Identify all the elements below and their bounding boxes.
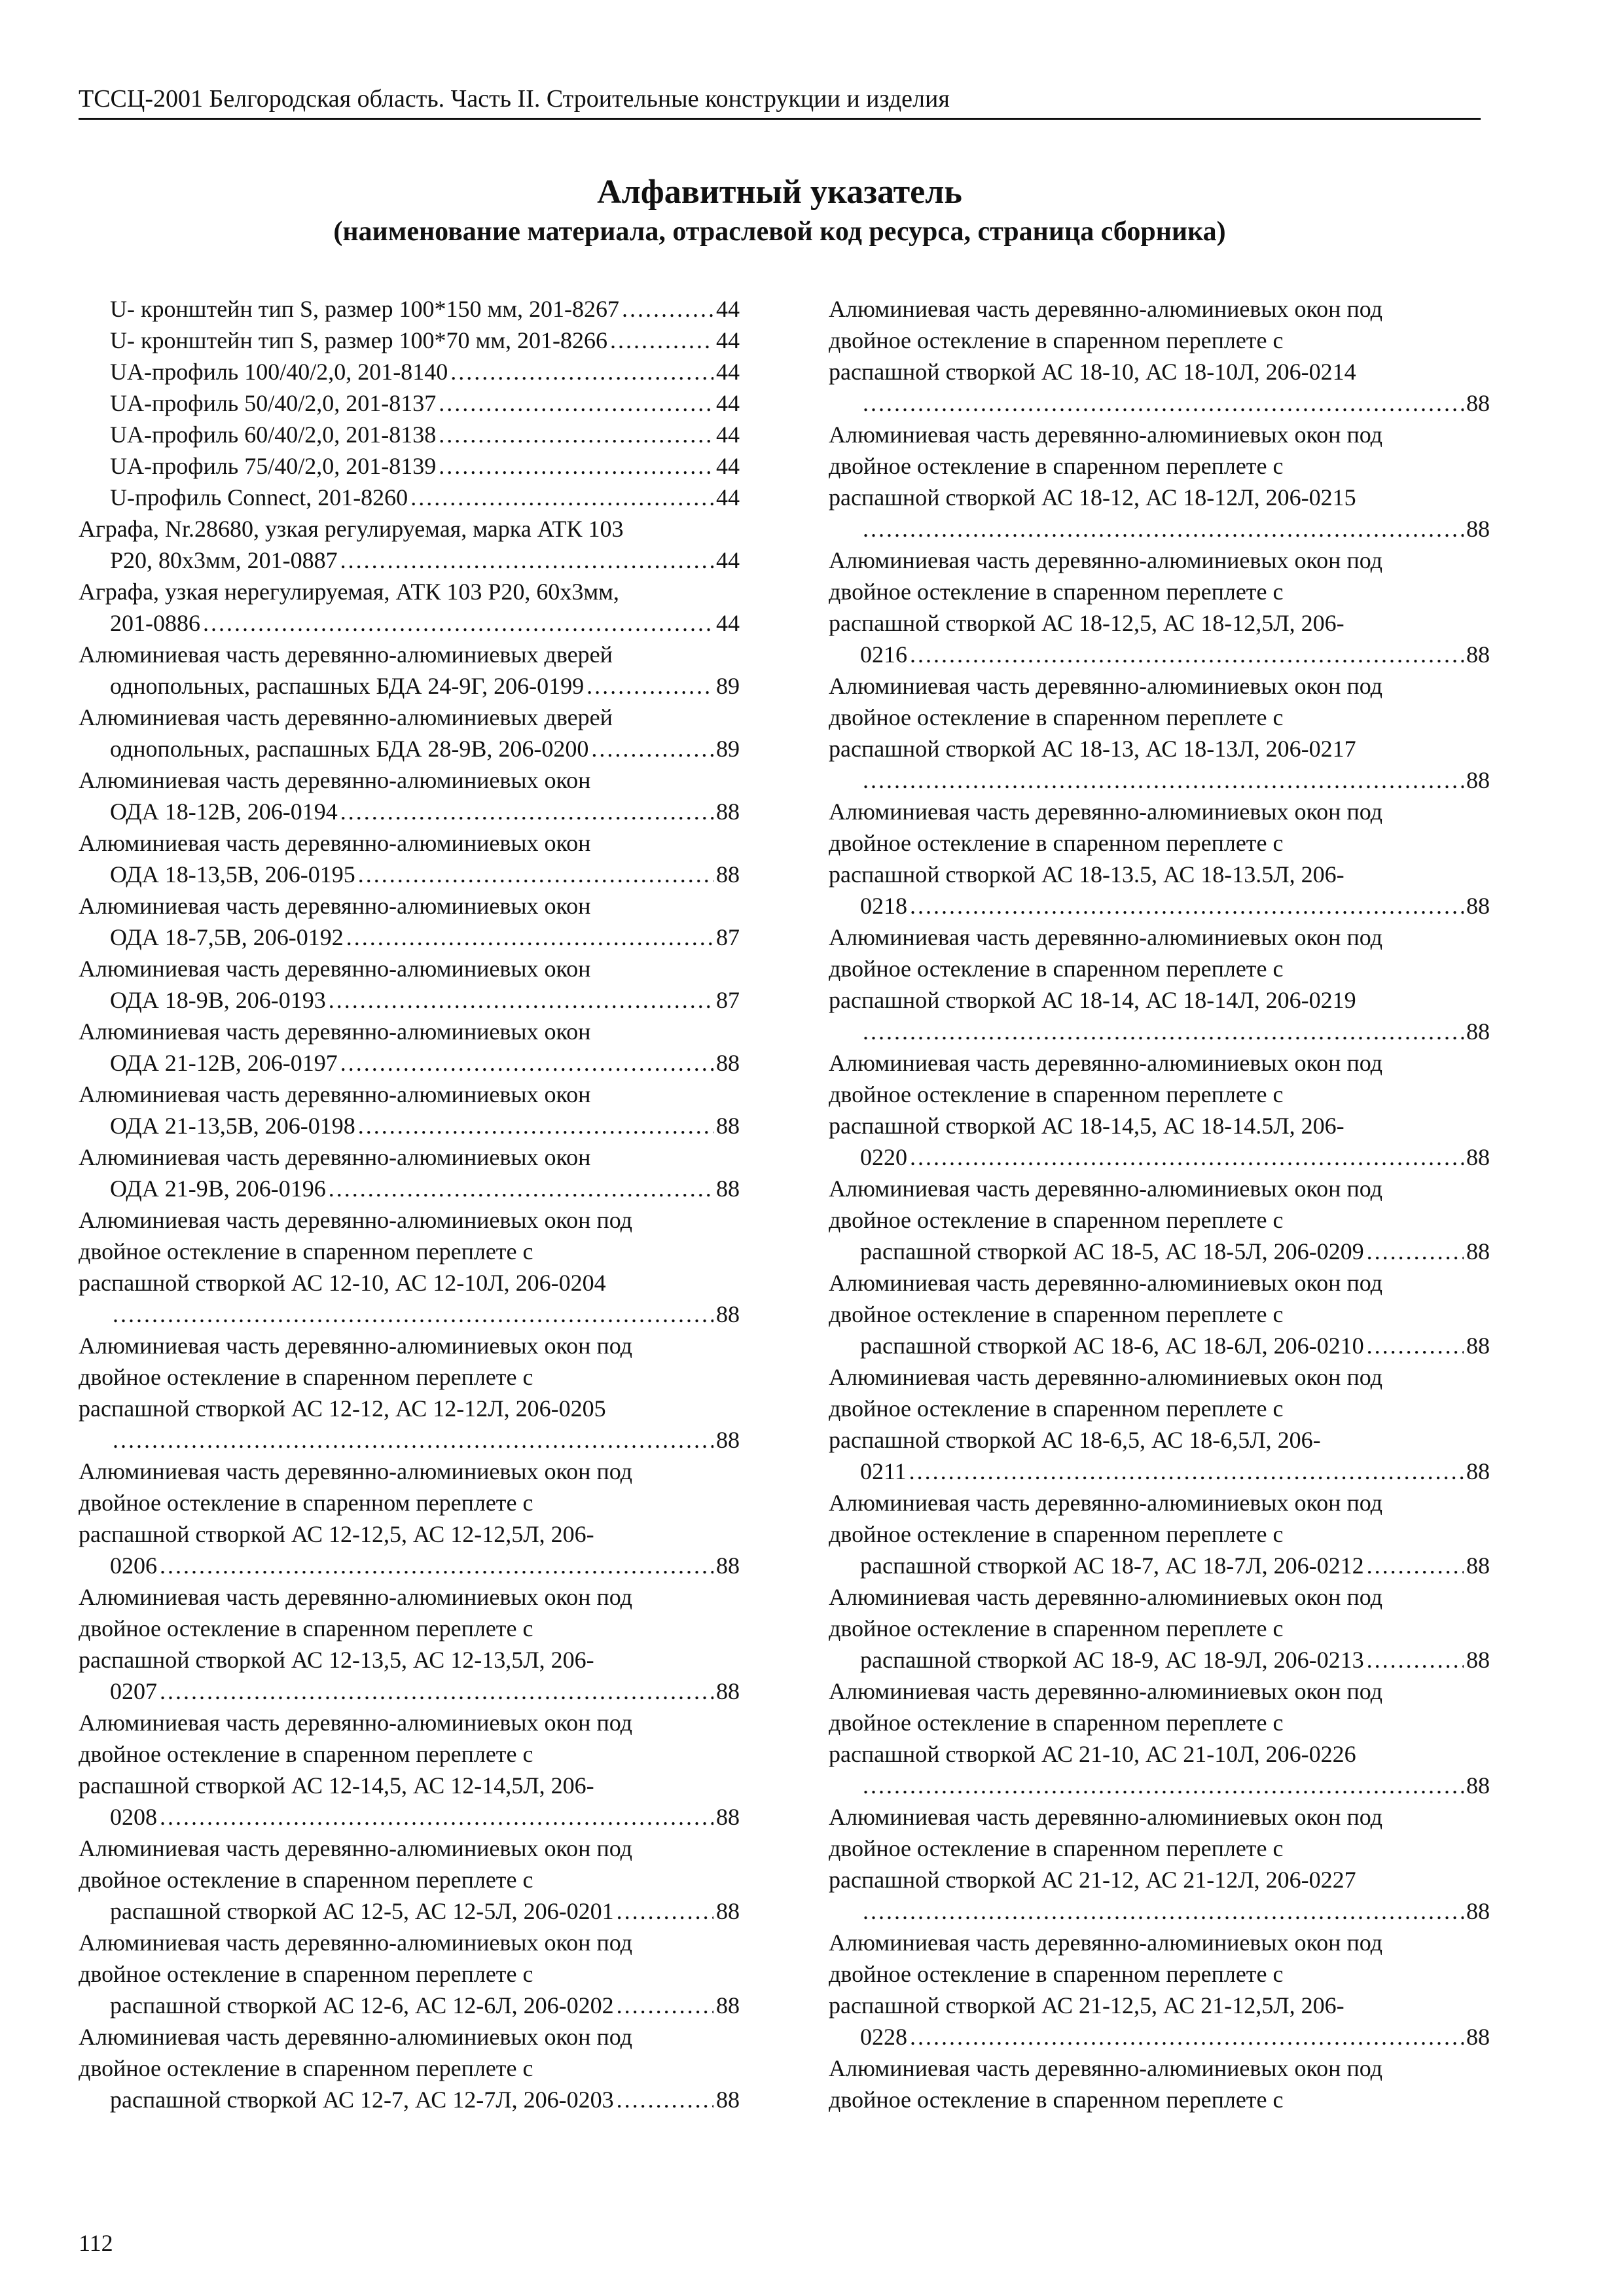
entry-line: распашной створкой АС 18-14, АС 18-14Л, 206-0219	[829, 987, 1356, 1013]
index-entry	[829, 1676, 1490, 1801]
entry-page-number: 44	[716, 359, 740, 385]
index-entry	[829, 1581, 1490, 1676]
entry-page-number: 44	[716, 484, 740, 511]
entry-page-number: 44	[716, 547, 740, 573]
entry-line: Алюминиевая часть деревянно-алюминиевых окон	[79, 893, 591, 919]
entry-line: распашной створкой АС 21-12,5, АС 21-12,5Л, 206-	[829, 1992, 1344, 2018]
entry-page-number: 88	[1466, 516, 1490, 542]
entry-line: Алюминиевая часть деревянно-алюминиевых окон под	[829, 1584, 1382, 1610]
entry-page-number: 88	[716, 1427, 740, 1453]
dot-leader	[622, 293, 713, 325]
entry-line: Алюминиевая часть деревянно-алюминиевых окон под	[829, 296, 1382, 322]
entry-page-number: 88	[1466, 767, 1490, 793]
entry-page-number: 88	[716, 1113, 740, 1139]
entry-line-with-page	[110, 733, 740, 764]
entry-line-with-page	[110, 1801, 740, 1833]
entry-line: двойное остекление в спаренном переплете с	[829, 453, 1284, 479]
entry-line: Аграфа, узкая нерегулируемая, АТК 103 Р20, 60х3мм,	[79, 579, 619, 605]
dot-leader	[863, 513, 1464, 545]
entry-page-number: 88	[716, 798, 740, 825]
dot-leader	[340, 1047, 713, 1079]
index-entry	[79, 356, 740, 387]
entry-line-with-page	[860, 1895, 1490, 1927]
dot-leader	[160, 1801, 713, 1833]
entry-line: двойное остекление в спаренном переплете с	[829, 956, 1284, 982]
index-entry	[79, 1456, 740, 1581]
entry-line-with-page	[860, 764, 1490, 796]
entry-line-with-page	[860, 1550, 1490, 1581]
entry-text: 0218	[860, 893, 907, 919]
entry-page-number: 88	[716, 1678, 740, 1704]
entry-page-number: 88	[1466, 1144, 1490, 1170]
entry-line: Алюминиевая часть деревянно-алюминиевых окон под	[829, 547, 1382, 573]
entry-text: 201-0886	[110, 610, 200, 636]
index-entry	[829, 670, 1490, 796]
entry-line: распашной створкой АС 18-6,5, АС 18-6,5Л, 206-	[829, 1427, 1321, 1453]
entry-line-with-page	[110, 1895, 740, 1927]
index-entry	[79, 482, 740, 513]
index-entry	[829, 1361, 1490, 1487]
entry-line: Алюминиевая часть деревянно-алюминиевых окон под	[829, 798, 1382, 825]
running-header: ТССЦ-2001 Белгородская область. Часть II. Строительные конструкции и изделия	[79, 84, 1481, 120]
entry-text: однопольных, распашных БДА 28-9В, 206-0200	[110, 736, 589, 762]
entry-line-with-page	[860, 1644, 1490, 1676]
entry-line: Алюминиевая часть деревянно-алюминиевых окон под	[829, 1175, 1382, 1202]
index-entry	[79, 293, 740, 325]
dot-leader	[439, 419, 713, 450]
entry-line: двойное остекление в спаренном переплете с	[79, 1741, 533, 1767]
entry-text: UA-профиль 100/40/2,0, 201-8140	[110, 359, 448, 385]
entry-page-number: 88	[1466, 390, 1490, 416]
entry-line: двойное остекление в спаренном переплете с	[829, 830, 1284, 856]
entry-page-number: 87	[716, 924, 740, 950]
entry-line: Аграфа, Nr.28680, узкая регулируемая, марка АТК 103	[79, 516, 624, 542]
entry-line: Алюминиевая часть деревянно-алюминиевых окон под	[829, 1270, 1382, 1296]
entry-line-with-page	[860, 1770, 1490, 1801]
dot-leader	[410, 482, 713, 513]
index-entry	[79, 890, 740, 953]
dot-leader	[346, 922, 713, 953]
entry-text: 0208	[110, 1804, 157, 1830]
index-entry	[79, 387, 740, 419]
entry-line: Алюминиевая часть деревянно-алюминиевых окон	[79, 830, 591, 856]
entry-line-with-page	[110, 1047, 740, 1079]
dot-leader	[591, 733, 713, 764]
dot-leader	[439, 387, 713, 419]
page-number: 112	[79, 2230, 113, 2256]
entry-page-number: 88	[716, 1301, 740, 1327]
entry-page-number: 44	[716, 296, 740, 322]
index-entry	[829, 2053, 1490, 2115]
entry-page-number: 88	[1466, 893, 1490, 919]
dot-leader	[1367, 1550, 1464, 1581]
entry-line-with-page	[110, 1550, 740, 1581]
dot-leader	[358, 1110, 713, 1141]
index-entry	[79, 764, 740, 827]
entry-line-with-page	[860, 1330, 1490, 1361]
entry-line-with-page	[110, 387, 740, 419]
entry-line-with-page	[860, 1236, 1490, 1267]
entry-text: UA-профиль 75/40/2,0, 201-8139	[110, 453, 437, 479]
entry-line: двойное остекление в спаренном переплете с	[829, 1301, 1284, 1327]
entry-line: Алюминиевая часть деревянно-алюминиевых дверей	[79, 641, 613, 668]
entry-page-number: 88	[1466, 1333, 1490, 1359]
dot-leader	[1367, 1644, 1464, 1676]
index-entry	[79, 1833, 740, 1927]
entry-page-number: 89	[716, 673, 740, 699]
dot-leader	[863, 1895, 1464, 1927]
entry-line: Алюминиевая часть деревянно-алюминиевых окон под	[829, 422, 1382, 448]
entry-text: 0207	[110, 1678, 157, 1704]
entry-line: распашной створкой АС 18-13.5, АС 18-13.5Л, 206-	[829, 861, 1344, 888]
entry-line: двойное остекление в спаренном переплете с	[829, 579, 1284, 605]
entry-line: распашной створкой АС 21-12, АС 21-12Л, 206-0227	[829, 1867, 1356, 1893]
dot-leader	[586, 670, 713, 702]
entry-line: распашной створкой АС 12-14,5, АС 12-14,5Л, 206-	[79, 1772, 594, 1799]
entry-line: Алюминиевая часть деревянно-алюминиевых окон	[79, 1018, 591, 1045]
entry-line-with-page	[110, 1299, 740, 1330]
index-column-right	[829, 293, 1490, 2115]
entry-line-with-page	[110, 293, 740, 325]
entry-line: двойное остекление в спаренном переплете с	[829, 1835, 1284, 1861]
dot-leader	[340, 545, 713, 576]
entry-line: Алюминиевая часть деревянно-алюминиевых окон	[79, 767, 591, 793]
entry-line-with-page	[110, 545, 740, 576]
entry-line: Алюминиевая часть деревянно-алюминиевых окон под	[829, 2055, 1382, 2081]
index-entry	[79, 702, 740, 764]
entry-page-number: 88	[1466, 1772, 1490, 1799]
entry-line: Алюминиевая часть деревянно-алюминиевых окон	[79, 956, 591, 982]
index-entry	[829, 1267, 1490, 1361]
entry-line: двойное остекление в спаренном переплете с	[79, 1490, 533, 1516]
entry-line: Алюминиевая часть деревянно-алюминиевых окон под	[79, 1458, 632, 1484]
entry-text: распашной створкой АС 12-5, АС 12-5Л, 206-0201	[110, 1898, 614, 1924]
index-entry	[79, 953, 740, 1016]
dot-leader	[617, 2084, 713, 2115]
dot-leader	[1367, 1236, 1464, 1267]
entry-line-with-page	[860, 890, 1490, 922]
entry-page-number: 87	[716, 987, 740, 1013]
dot-leader	[329, 1173, 713, 1204]
entry-line: Алюминиевая часть деревянно-алюминиевых окон под	[829, 924, 1382, 950]
title-block	[79, 171, 1481, 250]
entry-line: двойное остекление в спаренном переплете с	[829, 1521, 1284, 1547]
entry-line-with-page	[110, 2084, 740, 2115]
entry-line-with-page	[110, 670, 740, 702]
index-entry	[79, 325, 740, 356]
entry-line-with-page	[860, 1016, 1490, 1047]
entry-line: двойное остекление в спаренном переплете с	[79, 1867, 533, 1893]
entry-text: ОДА 18-12В, 206-0194	[110, 798, 338, 825]
index-entry	[79, 1204, 740, 1330]
index-entry	[79, 1079, 740, 1141]
entry-page-number: 88	[1466, 1238, 1490, 1265]
entry-page-number: 88	[716, 1992, 740, 2018]
index-entry	[79, 1707, 740, 1833]
entry-line: двойное остекление в спаренном переплете с	[79, 1364, 533, 1390]
entry-page-number: 88	[716, 1898, 740, 1924]
entry-text: UA-профиль 60/40/2,0, 201-8138	[110, 422, 437, 448]
dot-leader	[617, 1895, 713, 1927]
entry-line: Алюминиевая часть деревянно-алюминиевых окон под	[79, 2024, 632, 2050]
entry-page-number: 88	[716, 1050, 740, 1076]
entry-line: Алюминиевая часть деревянно-алюминиевых окон под	[79, 1929, 632, 1956]
entry-line: двойное остекление в спаренном переплете с	[829, 1395, 1284, 1422]
entry-line: Алюминиевая часть деревянно-алюминиевых окон под	[79, 1584, 632, 1610]
entry-line-with-page	[110, 1173, 740, 1204]
entry-text: ОДА 18-7,5В, 206-0192	[110, 924, 344, 950]
entry-line: Алюминиевая часть деревянно-алюминиевых окон под	[829, 1364, 1382, 1390]
page-title: Алфавитный указатель	[597, 173, 962, 211]
entry-page-number: 88	[1466, 2024, 1490, 2050]
index-entry	[79, 639, 740, 702]
entry-text: ОДА 21-9В, 206-0196	[110, 1175, 326, 1202]
entry-text: ОДА 18-13,5В, 206-0195	[110, 861, 355, 888]
entry-page-number: 44	[716, 453, 740, 479]
index-entry	[829, 1487, 1490, 1581]
index-entry	[79, 1927, 740, 2021]
entry-page-number: 88	[1466, 1647, 1490, 1673]
entry-line: распашной створкой АС 18-13, АС 18-13Л, 206-0217	[829, 736, 1356, 762]
entry-text: распашной створкой АС 12-6, АС 12-6Л, 206-0202	[110, 1992, 614, 2018]
entry-line: Алюминиевая часть деревянно-алюминиевых окон	[79, 1144, 591, 1170]
dot-leader	[450, 356, 713, 387]
index-entry	[79, 1016, 740, 1079]
dot-leader	[610, 325, 713, 356]
dot-leader	[358, 859, 713, 890]
entry-line-with-page	[110, 419, 740, 450]
entry-line: Алюминиевая часть деревянно-алюминиевых окон под	[829, 1929, 1382, 1956]
index-entry	[829, 545, 1490, 670]
entry-line: Алюминиевая часть деревянно-алюминиевых окон под	[79, 1207, 632, 1233]
entry-line: распашной створкой АС 12-12,5, АС 12-12,5Л, 206-	[79, 1521, 594, 1547]
index-entry	[79, 827, 740, 890]
entry-line-with-page	[110, 356, 740, 387]
entry-line-with-page	[110, 325, 740, 356]
entry-line: распашной створкой АС 18-10, АС 18-10Л, 206-0214	[829, 359, 1356, 385]
entry-text: ОДА 21-12В, 206-0197	[110, 1050, 338, 1076]
entry-text: ОДА 18-9В, 206-0193	[110, 987, 326, 1013]
dot-leader	[113, 1299, 713, 1330]
dot-leader	[863, 1016, 1464, 1047]
entry-page-number: 88	[716, 1804, 740, 1830]
index-entry	[79, 576, 740, 639]
dot-leader	[863, 387, 1464, 419]
entry-line: двойное остекление в спаренном переплете с	[79, 1961, 533, 1987]
entry-line: Алюминиевая часть деревянно-алюминиевых окон под	[829, 1678, 1382, 1704]
entry-line-with-page	[110, 1110, 740, 1141]
index-entry	[829, 1173, 1490, 1267]
entry-text: распашной створкой АС 18-9, АС 18-9Л, 206-0213	[860, 1647, 1364, 1673]
index-entry	[829, 293, 1490, 419]
index-entry	[829, 922, 1490, 1047]
entry-text: ОДА 21-13,5В, 206-0198	[110, 1113, 355, 1139]
entry-text: U- кронштейн тип S, размер 100*70 мм, 201-8266	[110, 327, 607, 353]
entry-line-with-page	[860, 513, 1490, 545]
entry-line: Алюминиевая часть деревянно-алюминиевых дверей	[79, 704, 613, 730]
entry-text: U- кронштейн тип S, размер 100*150 мм, 201-8267	[110, 296, 619, 322]
entry-line: двойное остекление в спаренном переплете с	[79, 2055, 533, 2081]
entry-text: 0216	[860, 641, 907, 668]
entry-line: двойное остекление в спаренном переплете с	[829, 1710, 1284, 1736]
entry-line: распашной створкой АС 12-10, АС 12-10Л, 206-0204	[79, 1270, 606, 1296]
entry-line: Алюминиевая часть деревянно-алюминиевых окон под	[79, 1710, 632, 1736]
entry-page-number: 88	[716, 861, 740, 888]
dot-leader	[160, 1550, 713, 1581]
entry-line-with-page	[110, 1990, 740, 2021]
entry-page-number: 88	[1466, 1458, 1490, 1484]
index-entry	[79, 450, 740, 482]
entry-text: UA-профиль 50/40/2,0, 201-8137	[110, 390, 437, 416]
entry-line-with-page	[110, 859, 740, 890]
entry-line-with-page	[860, 387, 1490, 419]
entry-line: двойное остекление в спаренном переплете с	[829, 327, 1284, 353]
entry-text: однопольных, распашных БДА 24-9Г, 206-0199	[110, 673, 585, 699]
dot-leader	[340, 796, 713, 827]
entry-line: двойное остекление в спаренном переплете с	[829, 1615, 1284, 1641]
dot-leader	[863, 764, 1464, 796]
entry-line-with-page	[110, 984, 740, 1016]
dot-leader	[910, 890, 1464, 922]
page-subtitle: (наименование материала, отраслевой код ресурса, страница сборника)	[333, 217, 1226, 247]
entry-line: Алюминиевая часть деревянно-алюминиевых окон	[79, 1081, 591, 1107]
entry-page-number: 88	[1466, 641, 1490, 668]
entry-line-with-page	[860, 639, 1490, 670]
entry-line: двойное остекление в спаренном переплете с	[829, 1207, 1284, 1233]
entry-line: Алюминиевая часть деревянно-алюминиевых окон под	[79, 1835, 632, 1861]
entry-line: двойное остекление в спаренном переплете с	[829, 704, 1284, 730]
entry-line: двойное остекление в спаренном переплете с	[829, 1081, 1284, 1107]
entry-text: распашной створкой АС 18-7, АС 18-7Л, 206-0212	[860, 1552, 1364, 1579]
entry-page-number: 89	[716, 736, 740, 762]
entry-line: двойное остекление в спаренном переплете с	[829, 2087, 1284, 2113]
dot-leader	[439, 450, 713, 482]
index-entry	[829, 796, 1490, 922]
entry-line: распашной створкой АС 18-12,5, АС 18-12,5Л, 206-	[829, 610, 1344, 636]
index-entry	[829, 419, 1490, 545]
index-entry	[79, 1141, 740, 1204]
entry-line-with-page	[860, 2021, 1490, 2053]
dot-leader	[863, 1770, 1464, 1801]
entry-page-number: 88	[1466, 1552, 1490, 1579]
entry-page-number: 44	[716, 390, 740, 416]
entry-text: Р20, 80х3мм, 201-0887	[110, 547, 338, 573]
dot-leader	[113, 1424, 713, 1456]
entry-line: Алюминиевая часть деревянно-алюминиевых окон под	[79, 1333, 632, 1359]
entry-line: Алюминиевая часть деревянно-алюминиевых окон под	[829, 1490, 1382, 1516]
dot-leader	[909, 1456, 1464, 1487]
entry-line: распашной створкой АС 12-12, АС 12-12Л, 206-0205	[79, 1395, 606, 1422]
entry-page-number: 88	[1466, 1018, 1490, 1045]
entry-line: распашной створкой АС 21-10, АС 21-10Л, 206-0226	[829, 1741, 1356, 1767]
entry-line: двойное остекление в спаренном переплете с	[79, 1615, 533, 1641]
entry-line-with-page	[110, 1424, 740, 1456]
entry-line: двойное остекление в спаренном переплете с	[79, 1238, 533, 1265]
entry-text: распашной створкой АС 18-6, АС 18-6Л, 206-0210	[860, 1333, 1364, 1359]
entry-text: распашной створкой АС 12-7, АС 12-7Л, 206-0203	[110, 2087, 614, 2113]
dot-leader	[910, 2021, 1464, 2053]
entry-line-with-page	[110, 922, 740, 953]
entry-text: 0206	[110, 1552, 157, 1579]
index-column-left	[79, 293, 740, 2115]
entry-text: U-профиль Connect, 201-8260	[110, 484, 408, 511]
entry-line: Алюминиевая часть деревянно-алюминиевых окон под	[829, 673, 1382, 699]
entry-line-with-page	[110, 1676, 740, 1707]
entry-line-with-page	[110, 607, 740, 639]
entry-page-number: 44	[716, 327, 740, 353]
entry-page-number: 44	[716, 610, 740, 636]
index-entry	[79, 2021, 740, 2115]
entry-text: 0228	[860, 2024, 907, 2050]
index-entry	[829, 1801, 1490, 1927]
entry-line: распашной створкой АС 18-14,5, АС 18-14.5Л, 206-	[829, 1113, 1344, 1139]
dot-leader	[910, 639, 1464, 670]
index-entry	[79, 1330, 740, 1456]
dot-leader	[910, 1141, 1464, 1173]
entry-line: двойное остекление в спаренном переплете с	[829, 1961, 1284, 1987]
dot-leader	[160, 1676, 713, 1707]
dot-leader	[1367, 1330, 1464, 1361]
entry-text: 0220	[860, 1144, 907, 1170]
index-entry	[829, 1927, 1490, 2053]
entry-text: 0211	[860, 1458, 907, 1484]
entry-page-number: 88	[1466, 1898, 1490, 1924]
index-entry	[79, 513, 740, 576]
dot-leader	[617, 1990, 713, 2021]
dot-leader	[203, 607, 713, 639]
entry-page-number: 88	[716, 1175, 740, 1202]
entry-line-with-page	[110, 796, 740, 827]
entry-line: Алюминиевая часть деревянно-алюминиевых окон под	[829, 1050, 1382, 1076]
entry-text: распашной створкой АС 18-5, АС 18-5Л, 206-0209	[860, 1238, 1364, 1265]
entry-line-with-page	[110, 482, 740, 513]
entry-page-number: 88	[716, 1552, 740, 1579]
dot-leader	[329, 984, 713, 1016]
entry-line: Алюминиевая часть деревянно-алюминиевых окон под	[829, 1804, 1382, 1830]
entry-line-with-page	[860, 1141, 1490, 1173]
index-entry	[79, 419, 740, 450]
index-entry	[79, 1581, 740, 1707]
entry-line: распашной створкой АС 18-12, АС 18-12Л, 206-0215	[829, 484, 1356, 511]
entry-line-with-page	[860, 1456, 1490, 1487]
entry-page-number: 44	[716, 422, 740, 448]
entry-line: распашной створкой АС 12-13,5, АС 12-13,5Л, 206-	[79, 1647, 594, 1673]
entry-page-number: 88	[716, 2087, 740, 2113]
entry-line-with-page	[110, 450, 740, 482]
index-entry	[829, 1047, 1490, 1173]
